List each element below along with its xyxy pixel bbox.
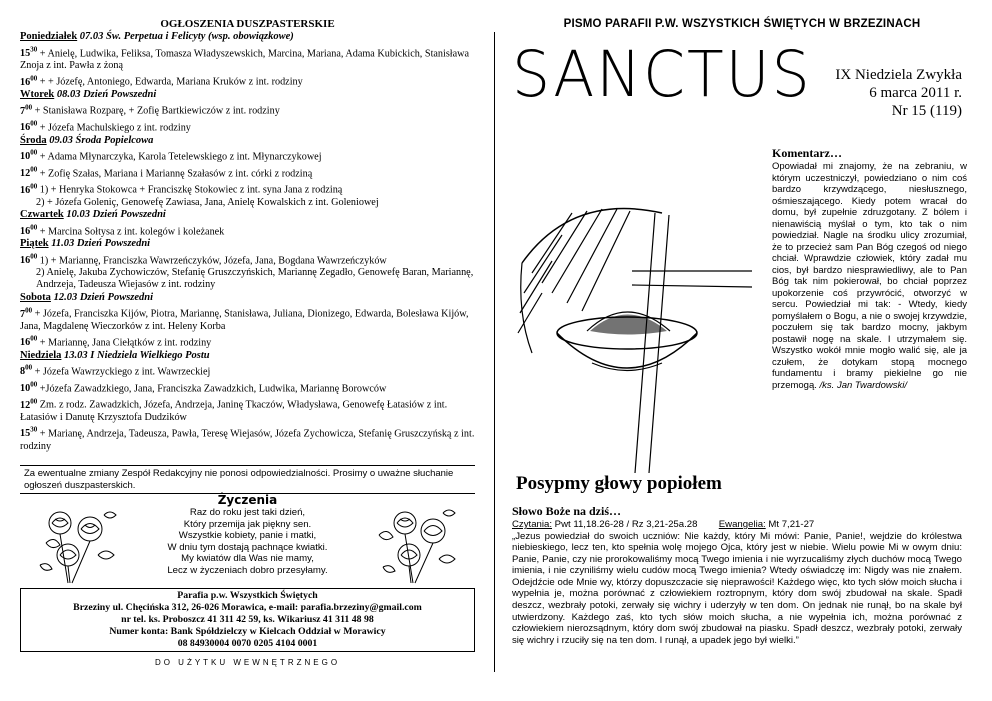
mass-time: $16^{00}$: [20, 334, 38, 349]
gospel-label: Ewangelia:: [718, 519, 766, 530]
poem-line: My kwiatów dla Was nie mamy,: [181, 553, 314, 565]
roses-illustration-left: [38, 505, 126, 585]
mass-intention: [20, 180, 475, 197]
intention-text: 2) + Józefa Goleniç, Genowefę Zawiasa, Jana, Anielę Kowalskich z int. Goleniowej: [36, 196, 379, 208]
mass-intention: [20, 101, 475, 118]
mass-time: $8^{00}$: [20, 364, 33, 378]
intention-text: 1) + Mariannę, Franciszka Wawrzeńczyków, Józefa, Jana, Bogdana Wawrzeńczyków: [37, 255, 387, 267]
day-header: [20, 238, 475, 251]
day-block: [20, 238, 475, 292]
mass-time: $10^{00}$: [20, 380, 38, 395]
word-of-god-title: Słowo Boże na dziś…: [512, 504, 622, 518]
mass-intention: [20, 197, 475, 209]
day-header: [20, 350, 475, 363]
gospel-text: „Jezus powiedział do swoich uczniów: Nie każdy, który Mi mówi: Panie, Panie!, wejdzie do królestwa niebieskiego, lecz ten, kto spełnia wolę mojego Ojca, który jest w niebie. Wielu powie Mi w owym dniu: Panie, Panie, czy nie prorokowaliśmy mocą Twego imienia i nie wyrzucaliśmy złych duchów mocą Twego imienia, i nie czyniliśmy wielu cudów mocą Twego imienia? Wtedy oświadczę im: Nigdy was nie znałem. Odejdźcie ode Mnie wy, którzy dopuszczacie się nieprawości! Każdego więc, kto tych słów moich słucha i wypełnia je, można porównać z człowiekiem roztropnym, który dom swój zbudował na skale. Spadł deszcz, wezbrały potoki, zerwały się wichry i uderzyły w ten dom. On jednak nie runął, bo na skale był utwierdzony. Każdego zaś, kto tych słów moich słucha, a nie wypełnia ich, można porównać z człowiekiem nierozsądnym, który dom swój zbudował na piasku. Spadł deszcz, wezbrały potoki, zerwały się wichry i rzuciły się na ten dom. I runął, a upadek jego był wielki.”: [512, 530, 962, 646]
poem-line: Lecz w życzeniach dobro przesyłamy.: [167, 564, 328, 576]
mass-time: $12^{00}$: [20, 165, 38, 180]
day-header: [20, 31, 475, 44]
mass-time: $16^{00}$: [20, 182, 38, 196]
mass-intention: [20, 379, 475, 396]
word-of-god-section: [512, 504, 962, 646]
day-feast: 10.03 Dzień Powszedni: [63, 209, 166, 221]
day-feast: 09.03 Środa Popielcowa: [46, 134, 154, 146]
newsletter-front-page: [512, 18, 972, 646]
readings-label: Czytania:: [512, 519, 552, 530]
intention-text: + Józefa, Franciszka Kijów, Piotra, Mariannę, Stanisława, Juliana, Dionizego, Edwarda, Bolesława Kijów, Jana, Magdalenę Wieczorków z int. Heleny Korba: [20, 308, 469, 332]
mass-intention: [20, 44, 475, 73]
intention-text: + Józefa Wawrzyckiego z int. Wawrzeckiej: [32, 366, 211, 378]
readings-value: Pwt 11,18.26-28 / Rz 3,21-25a.28: [554, 519, 698, 530]
mass-intention: [20, 304, 475, 333]
mass-time: $7^{00}$: [20, 306, 33, 320]
day-header: [20, 135, 475, 148]
mass-intention: [20, 251, 475, 268]
day-feast: 12.03 Dzień Powszedni: [50, 291, 154, 303]
intention-text: + Adama Młynarczyka, Karola Tetelewskiego z int. Młynarczykowej: [37, 151, 322, 163]
announcements-column: [20, 18, 475, 453]
roses-illustration-right: [369, 505, 457, 585]
commentary-author: /ks. Jan Twardowski/: [819, 379, 907, 391]
sanctus-logo: SANCTUS: [512, 38, 812, 112]
mass-time: $16^{00}$: [20, 119, 38, 134]
day-block: [20, 89, 475, 135]
poem-line: Raz do roku jest taki dzień,: [189, 507, 306, 518]
mass-intention: [20, 395, 475, 424]
day-header: [20, 209, 475, 222]
day-header: [20, 89, 475, 102]
mass-intention: [20, 118, 475, 135]
mass-time: $16^{00}$: [20, 252, 38, 267]
day-header: [20, 292, 475, 305]
parish-bank: Numer konta: Bank Spółdzielczy w Kielcach Oddział w Morawicy: [109, 626, 386, 637]
day-block: [20, 31, 475, 89]
mass-intention: [20, 72, 475, 89]
mass-intention: [20, 267, 475, 291]
intention-text: 1) + Henryka Stokowca + Franciszkę Stokowiec z int. syna Jana z rodziną: [37, 184, 343, 196]
intention-text: + Stanisława Rozparę, + Zofię Bartkiewiczów z int. rodziny: [32, 105, 280, 117]
day-name: Sobota: [20, 291, 51, 303]
mass-intention: [20, 222, 475, 239]
issue-date: 6 marca 2011 r.: [869, 85, 962, 101]
commentary-body: Opowiadał mi znajomy, że na zebraniu, w którym uczestniczył, powiedziano o nim coś bardzo krzywdzącego, niesłusznego, ośmieszającego. Kiedy potem wracał do domu, był zupełnie zdruzgotany. Z bólem i nienawiścią myślał o tym, kto tak o nim powiedział. Nagle na środku ulicy zrozumiał, że to przecież sam Pan Bóg czegoś od niego chciał. Wprawdzie człowiek, który zadał mu cios, był bardzo niesprawiedliwy, ale to Pan Bóg tak nim pokierował, bo chciał poprzez upokorzenie coś przywrócić, otworzyć w sercu. Powiedział mi tak: - Wtedy, kiedy pomyślałem o Bogu, a nie o swojej krzywdzie, poczułem się tak bardzo mocny, jakbym postawił nogę na skale. I utrzymałem się. Wszystko wokół mnie mogło walić się, ale ja czułem, że dotykam stopą mocnego fundamentu i bramy piekielne go nie przemogą.: [772, 161, 967, 391]
announcements-days: [20, 31, 475, 453]
mass-time: $16^{00}$: [20, 74, 38, 88]
disclaimer: Za ewentualne zmiany Zespół Redakcyjny nie ponosi odpowiedzialności. Prosimy o uważne słuchanie ogłoszeń duszpasterskich.: [20, 465, 475, 494]
commentary-section: [772, 146, 967, 391]
poem-line: Który przemija jak piękny sen.: [183, 518, 312, 530]
parish-phones: nr tel. ks. Proboszcz 41 311 42 59, ks. Wikariusz 41 311 48 98: [121, 614, 374, 625]
commentary-title: Komentarz…: [772, 146, 842, 160]
mass-time: $12^{00}$: [20, 397, 38, 411]
day-feast: 13.03 I Niedziela Wielkiego Postu: [61, 349, 210, 361]
intention-text: 2) Anielę, Jakuba Zychowiczów, Stefanię Gruszczyńskich, Mariannę Zegadło, Genowefę Baran, Mariannę, Andrzeja, Tadeusza Wiejasów z int. rodziny: [36, 267, 474, 291]
intention-text: + Marcina Sołtysa z int. kolegów i koleżanek: [37, 225, 225, 237]
announcements-title: OGŁOSZENIA DUSZPASTERSKIE: [160, 18, 335, 30]
ash-bowl-palm-cross-illustration: [512, 153, 757, 473]
commentary-text: [772, 161, 967, 391]
mass-intention: [20, 424, 475, 453]
mass-time: $15^{30}$: [20, 426, 38, 440]
day-name: Poniedziałek: [20, 31, 78, 42]
parish-account: 08 84930004 0070 0205 4104 0001: [177, 638, 318, 649]
day-feast: 11.03 Dzień Powszedni: [48, 238, 151, 250]
wishes-section: [20, 493, 475, 588]
day-feast: 07.03 Św. Perpetua i Felicyty (wsp. obowiązkowe): [77, 31, 294, 42]
parish-contact-box: [20, 588, 475, 652]
day-name: Środa: [20, 134, 47, 146]
internal-use-note: DO UŻYTKU WEWNĘTRZNEGO: [154, 658, 341, 667]
mass-time: $7^{00}$: [20, 103, 33, 117]
poem-line: W dniu tym dostają pachnące kwiatki.: [167, 541, 328, 553]
parish-address: Brzeziny ul. Chęcińska 312, 26-026 Morawica, e-mail: parafia.brzeziny@gmail.com: [73, 602, 422, 613]
column-divider: [494, 32, 495, 672]
day-name: Czwartek: [20, 209, 64, 221]
parish-name: Parafia p.w. Wszystkich Świętych: [177, 590, 318, 601]
poem-line: Wszystkie kobiety, panie i matki,: [178, 530, 317, 542]
readings-line: [512, 519, 962, 531]
gospel-value: Mt 7,21-27: [768, 519, 815, 530]
intention-text: + Zofię Szałas, Mariana i Mariannę Szałasów z int. córki z rodziną: [37, 168, 313, 180]
intention-text: + Anielę, Ludwika, Feliksa, Tomasza Władyszewskich, Marcina, Mariana, Adama Kubickich, Stanisława Znoja z int. Pawła z żoną: [20, 47, 470, 72]
issue-sunday: IX Niedziela Zwykła: [835, 67, 962, 83]
mass-time: $16^{00}$: [20, 223, 38, 237]
mass-time: $10^{00}$: [20, 149, 38, 163]
illustration-caption: Posypmy głowy popiołem: [516, 473, 722, 494]
intention-text: + Józefa Machulskiego z int. rodziny: [37, 122, 191, 134]
intention-text: + Marianę, Andrzeja, Tadeusza, Pawła, Teresę Wiejasów, Józefa Zychowicza, Stefanię Gruszczyńską z int. rodziny: [20, 428, 475, 452]
day-block: [20, 209, 475, 238]
mass-intention: [20, 147, 475, 164]
day-name: Niedziela: [20, 349, 62, 361]
day-name: Piątek: [20, 238, 49, 250]
day-block: [20, 350, 475, 453]
mass-intention: [20, 362, 475, 379]
intention-text: + + Józefę, Antoniego, Edwarda, Mariana Kruków z int. rodziny: [37, 76, 303, 88]
issue-number: Nr 15 (119): [891, 103, 962, 119]
mass-intention: [20, 333, 475, 350]
intention-text: Zm. z rodz. Zawadzkich, Józefa, Andrzeja, Janinę Tkaczów, Władysława, Genowefę Łatasiów z int. Łatasiów i Danutę Krzysztofa Dudzików: [20, 399, 448, 423]
mass-intention: [20, 164, 475, 181]
newsletter-header: PISMO PARAFII P.W. WSZYSTKICH ŚWIĘTYCH W BRZEZINACH: [563, 18, 921, 30]
mass-time: $15^{30}$: [20, 45, 38, 59]
issue-info: [835, 66, 962, 120]
intention-text: +Józefa Zawadzkiego, Jana, Franciszka Zawadzkich, Ludwika, Mariannę Borowców: [37, 383, 387, 395]
wishes-title: Życzenia: [217, 493, 278, 507]
day-feast: 08.03 Dzień Powszedni: [54, 88, 157, 100]
day-name: Wtorek: [20, 88, 55, 100]
day-block: [20, 292, 475, 350]
day-block: [20, 135, 475, 209]
intention-text: + Mariannę, Jana Ciełątków z int. rodziny: [37, 337, 212, 349]
